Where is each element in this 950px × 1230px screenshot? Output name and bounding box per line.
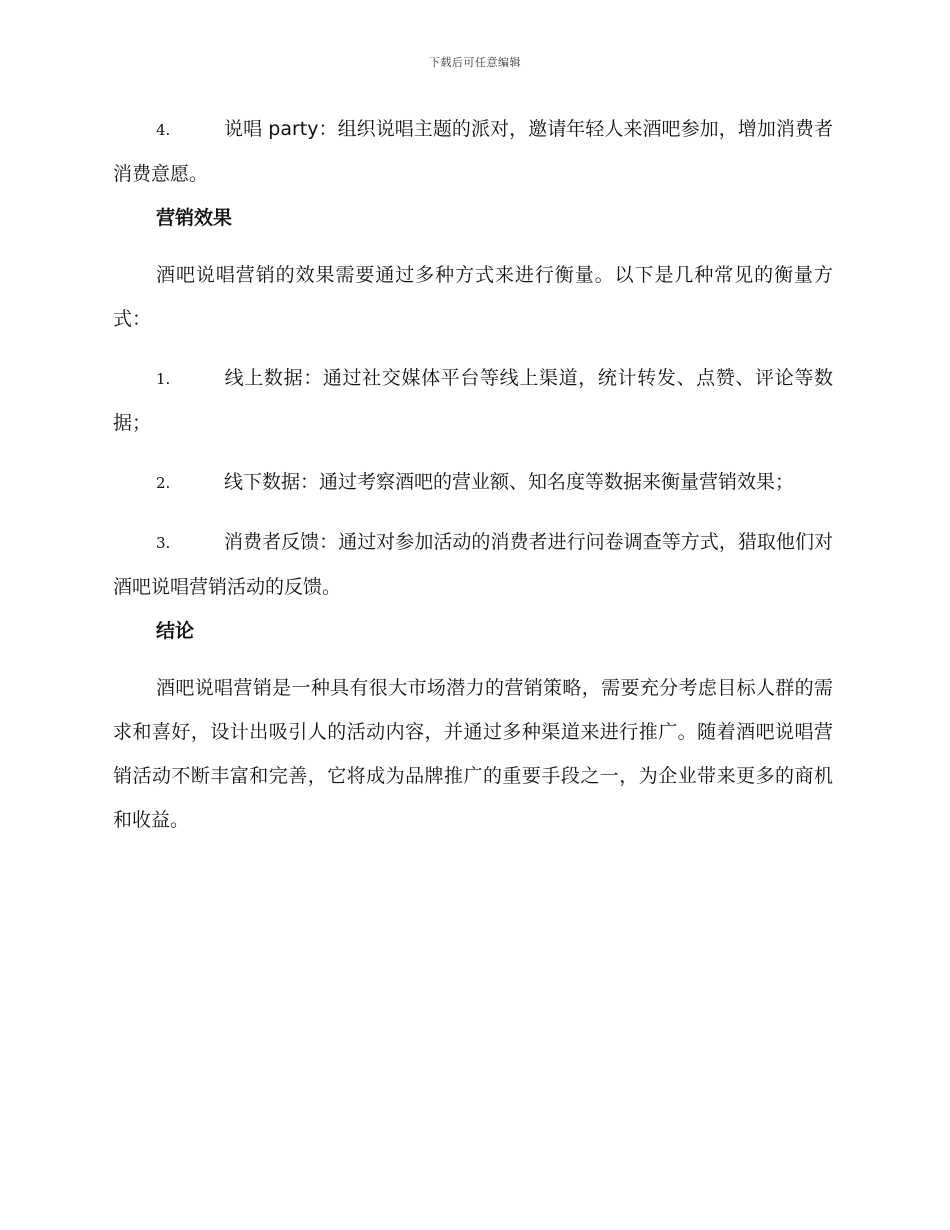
document-body [113,107,833,842]
list-item-text: 消费者反馈：通过对参加活动的消费者进行问卷调查等方式，猎取他们对酒吧说唱营销活动的反馈。 [113,531,833,598]
conclusion-paragraph: 酒吧说唱营销是一种具有很大市场潜力的营销策略，需要充分考虑目标人群的需求和喜好，设计出吸引人的活动内容，并通过多种渠道来进行推广。随着酒吧说唱营销活动不断丰富和完善，它将成为品牌推广的重要手段之一，为企业带来更多的商机和收益。 [113,677,833,831]
list-item-text: 说唱 party：组织说唱主题的派对，邀请年轻人来酒吧参加，增加消费者消费意愿。 [113,118,833,185]
section-heading-conclusion: 结论 [156,620,195,642]
list-item [113,520,833,609]
list-item [113,356,833,445]
section-heading-effect: 营销效果 [156,207,233,229]
list-number: 3. [156,534,171,552]
effect-paragraph: 酒吧说唱营销的效果需要通过多种方式来进行衡量。以下是几种常见的衡量方式： [113,264,833,330]
list-number: 2. [156,474,171,492]
list-number: 1. [156,370,171,388]
list-item-text: 线上数据：通过社交媒体平台等线上渠道，统计转发、点赞、评论等数据； [113,367,833,434]
list-item [113,460,833,505]
list-item [113,107,833,196]
page-header: 下载后可任意编辑 [429,56,521,69]
list-item-text: 线下数据：通过考察酒吧的营业额、知名度等数据来衡量营销效果； [224,471,795,493]
list-number: 4. [156,121,171,139]
